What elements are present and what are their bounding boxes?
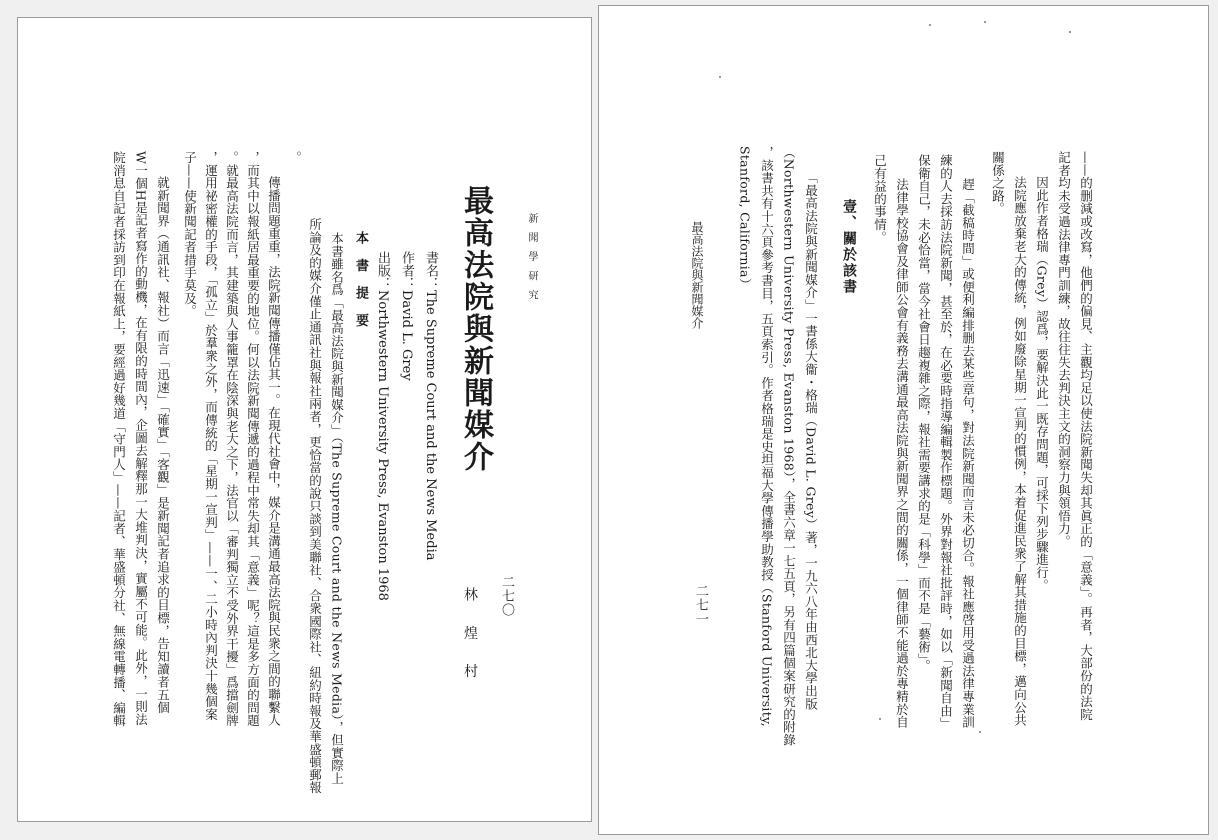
body-line: 法律學校協會及律師公會有義務去溝通最高法院與新聞界之間的關係，一個律師不能過於專精於自 (894, 178, 910, 729)
reviewer-name: 林 煌 村 (462, 587, 478, 688)
right-page (598, 5, 1209, 835)
scan-speck (929, 24, 931, 26)
body-line: ——的删減或改寫，他們的偏見、主觀均足以使法院新聞失却其眞正的「意義」。再者，大部份的法院 (1078, 151, 1094, 721)
body-line: 子——使新聞記者措手莫及。 (182, 151, 198, 318)
body-line: ，該書共有十六頁參考書目，五頁索引。作者格瑞是史坦福大學傳播學助教授（Stanford University, (759, 146, 775, 728)
body-line: ，而其中以報紙居最重要的地位。何以法院新聞傳遞的過程中常失却其「意義」呢？這是多方面的問題 (245, 151, 261, 727)
body-line: Stanford, California） (737, 146, 753, 291)
body-line: 「最高法院與新聞媒介」一書係大衞・格瑞（David L. Grey）著，一九六八年由西北大學出版 (803, 171, 819, 711)
article-title: 最高法院與新聞媒介 (458, 185, 493, 473)
page-number: 二七一 (693, 584, 708, 626)
scan-speck (879, 718, 881, 720)
book-name: 書名：The Supreme Court and the News Media (423, 251, 438, 561)
scan-speck (1069, 31, 1071, 33)
scan-speck (719, 76, 721, 78)
body-line: 記者均未受過法律專門訓練，故往往失去判決主文的洞察力與領悟力。 (1056, 151, 1072, 548)
body-line: ，運用祕密權的手段，「孤立」於羣衆之外，而傳統的「星期一宣判」——一、二小時內判決十幾個案 (203, 151, 219, 721)
journal-name: 新 聞 學 研 究 (526, 213, 537, 303)
body-line: 法院應放棄老大的傳統，例如廢除星期一宣判的慣例，本着促進民衆了解其措施的目標，邁向公共 (1012, 176, 1028, 727)
body-line: 。就最高法院而言，其建築與人事籠罩在陰深與老大之下，法官以「審判獨立不受外界干擾」爲擋劍牌 (224, 151, 240, 727)
body-line: 傳播問題重重，法院新聞傳播僅佔其一。在現代社會中，媒介是溝通最高法院與民衆之間的聯繫人 (266, 176, 282, 727)
book-author: 作者：David L. Grey (399, 251, 414, 381)
scan-speck (984, 21, 986, 23)
body-line: （Northwestern University Press, Evanston 1968），全書六章一七五頁，另有四篇個案研究的附錄 (781, 146, 797, 747)
body-line: W一個H是記者寫作的動機，在有限的時間內，企圖去解釋那一大堆判決，實屬不可能。此外，一則法 (133, 151, 149, 726)
running-title: 最高法院與新聞媒介 (690, 221, 704, 329)
body-line: 關係之路。 (990, 151, 1006, 215)
scan-speck (979, 731, 981, 733)
section-heading-about: 壹、關於該書 (841, 199, 857, 295)
body-line: 本書雖名爲「最高法院與新聞媒介」（The Supreme Court and the News Media），但實際上 (329, 232, 345, 785)
left-page (17, 17, 592, 822)
body-line: 院消息自記者採訪到印在報紙上，要經過好幾道「守門人」——記者、華盛頓分社、無線電轉播、編輯 (111, 151, 127, 727)
body-line: 因此作者格瑞（Grey）認爲，要解決此一既存問題，可採下列步驟進行。 (1034, 176, 1050, 592)
body-line: 就新聞界（通訊社、報社）而言「迅速」「確實」「客觀」是新聞記者追求的目標，告知讀者五個 (155, 176, 171, 714)
section-heading-summary: 本 書 提 要 (353, 231, 368, 332)
book-publisher: 出版：Northwestern University Press, Evanston 1968 (375, 251, 390, 601)
page-number: 二七〇 (499, 575, 514, 617)
body-line: 練的人去採訪法院新聞，甚至於，在必要時指導編輯製作標題。外界對報社批評時，如以「新聞自由」 (938, 154, 954, 730)
body-line: 。 (287, 151, 303, 164)
body-line: 保衛自己，未必恰當，當今社會日趨複雜之際，報社需要講求的是「科學」而不是「藝術」。 (916, 154, 932, 673)
body-line: 趕「截稿時間」或便利編排删去某些章句，對法院新聞而言未必切合。報社應啓用受過法律專業訓 (960, 178, 976, 729)
body-line: 所論及的媒介僅止通訊社與報社兩者，更恰當的說只談到美聯社、合衆國際社、紐約時報及華盛頓郵報 (307, 218, 323, 794)
body-line: 己有益的事情。 (872, 154, 888, 244)
